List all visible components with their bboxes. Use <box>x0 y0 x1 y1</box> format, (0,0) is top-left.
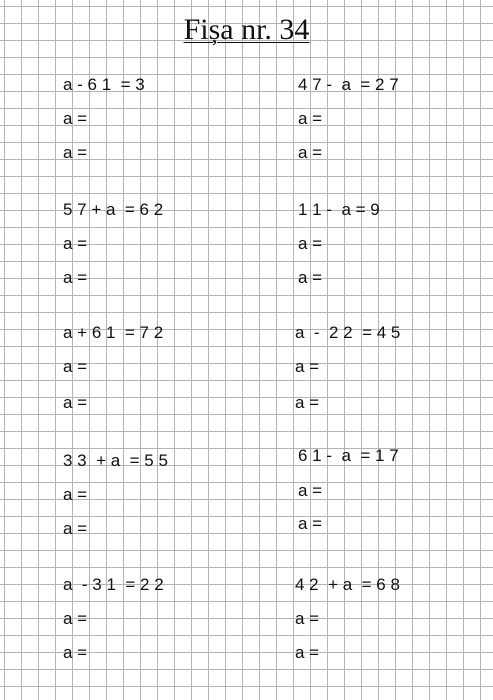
exercise-10-answer-line-1: a = <box>295 609 320 628</box>
exercise-2-answer-line-1: a = <box>298 109 323 128</box>
exercise-7-answer-line-2: a = <box>63 519 88 538</box>
worksheet-title: Fișa nr. 34 <box>183 13 310 46</box>
exercise-6-answer-line-1: a = <box>295 357 320 376</box>
exercise-4-equation: 1 1 - a = 9 <box>298 200 380 219</box>
exercise-3-answer-line-1: a = <box>63 234 88 253</box>
exercise-2-equation: 4 7 - a = 2 7 <box>298 75 399 94</box>
exercise-5-answer-line-2: a = <box>63 393 88 412</box>
exercise-8-answer-line-1: a = <box>298 481 323 500</box>
exercise-8-equation: 6 1 - a = 1 7 <box>298 446 399 465</box>
exercise-8-answer-line-2: a = <box>298 514 323 533</box>
exercise-4-answer-line-1: a = <box>298 234 323 253</box>
exercise-1-equation: a - 6 1 = 3 <box>63 75 145 94</box>
exercise-6-answer-line-2: a = <box>295 393 320 412</box>
exercise-5-answer-line-1: a = <box>63 357 88 376</box>
exercise-2-answer-line-2: a = <box>298 143 323 162</box>
exercise-1-answer-line-1: a = <box>63 109 88 128</box>
exercise-6-equation: a - 2 2 = 4 5 <box>295 323 401 342</box>
exercise-3-equation: 5 7 + a = 6 2 <box>63 200 164 219</box>
exercise-7-equation: 3 3 + a = 5 5 <box>63 451 168 470</box>
exercise-9-answer-line-2: a = <box>63 643 88 662</box>
exercise-10-answer-line-2: a = <box>295 643 320 662</box>
exercise-9-answer-line-1: a = <box>63 609 88 628</box>
exercise-1-answer-line-2: a = <box>63 143 88 162</box>
exercise-5-equation: a + 6 1 = 7 2 <box>63 323 164 342</box>
exercise-7-answer-line-1: a = <box>63 485 88 504</box>
exercise-9-equation: a - 3 1 = 2 2 <box>63 575 164 594</box>
exercise-4-answer-line-2: a = <box>298 268 323 287</box>
exercise-10-equation: 4 2 + a = 6 8 <box>295 575 400 594</box>
exercise-3-answer-line-2: a = <box>63 268 88 287</box>
